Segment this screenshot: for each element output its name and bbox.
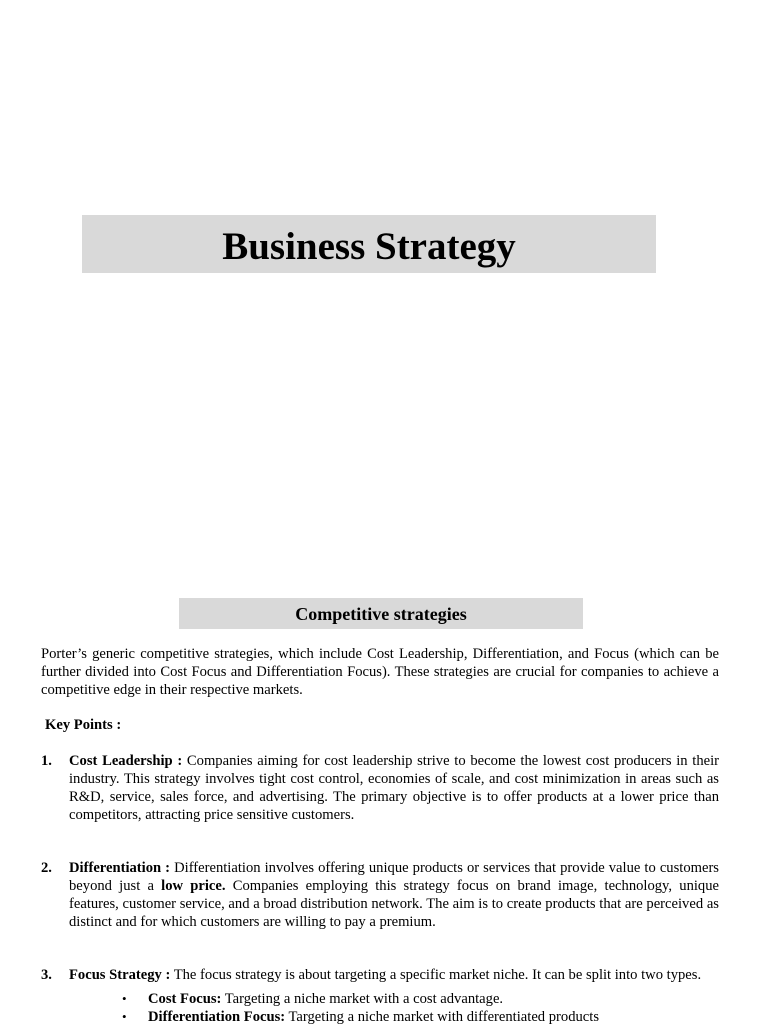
list-item-cost-leadership	[41, 752, 719, 824]
sub-item-label: Differentiation Focus:	[148, 1009, 286, 1024]
item-heading: Focus Strategy :	[69, 967, 171, 983]
list-item-focus-strategy	[41, 966, 719, 984]
item-body	[69, 752, 719, 824]
item-text: The focus strategy is about targeting a specific market niche. It can be split into two types.	[170, 967, 702, 983]
sub-item-text: Targeting a niche market with differentiated products	[285, 1009, 599, 1024]
item-number: 1.	[41, 753, 52, 769]
item-emphasis: low price.	[161, 878, 226, 894]
item-text-after: Companies employing this strategy focus on brand image, technology, unique features, customer service, and a broad distribution network. The aim is to create products that are perceived as distinct and for which customers are willing to pay a premium.	[69, 878, 719, 930]
item-text-before: Differentiation involves offering unique products or services that provide value to customers beyond just a	[69, 860, 719, 894]
section-banner	[179, 598, 583, 629]
sub-item-label: Cost Focus:	[148, 991, 222, 1007]
bullet-icon: •	[122, 991, 127, 1006]
item-body	[69, 966, 719, 984]
document-title: Business Strategy	[222, 224, 516, 268]
bullet-icon: •	[122, 1009, 127, 1024]
sub-item-text: Targeting a niche market with a cost advantage.	[221, 991, 504, 1007]
item-heading: Cost Leadership :	[69, 753, 183, 769]
key-points-label: Key Points :	[45, 717, 122, 733]
section-heading: Competitive strategies	[295, 603, 467, 624]
focus-types-list	[120, 990, 720, 1024]
item-body	[69, 859, 719, 931]
list-item-differentiation-focus	[120, 1008, 720, 1024]
item-text: Companies aiming for cost leadership strive to become the lowest cost producers in their industry. This strategy involves tight cost control, economies of scale, and cost minimization in areas such as R&D, service, sales force, and advertising. The primary objective is to offer products at a lower price than competitors, attracting price sensitive customers.	[69, 753, 720, 823]
list-item-differentiation	[41, 859, 719, 931]
item-number: 2.	[41, 860, 52, 876]
item-heading: Differentiation :	[69, 860, 171, 876]
list-item-cost-focus	[120, 990, 720, 1008]
title-banner	[82, 215, 656, 273]
intro-paragraph: Porter’s generic competitive strategies, which include Cost Leadership, Differentiation, and Focus (which can be further divided into Cost Focus and Differentiation Focus). These strategies are crucial for companies to achieve a competitive edge in their respective markets.	[41, 646, 719, 698]
item-number: 3.	[41, 967, 52, 983]
